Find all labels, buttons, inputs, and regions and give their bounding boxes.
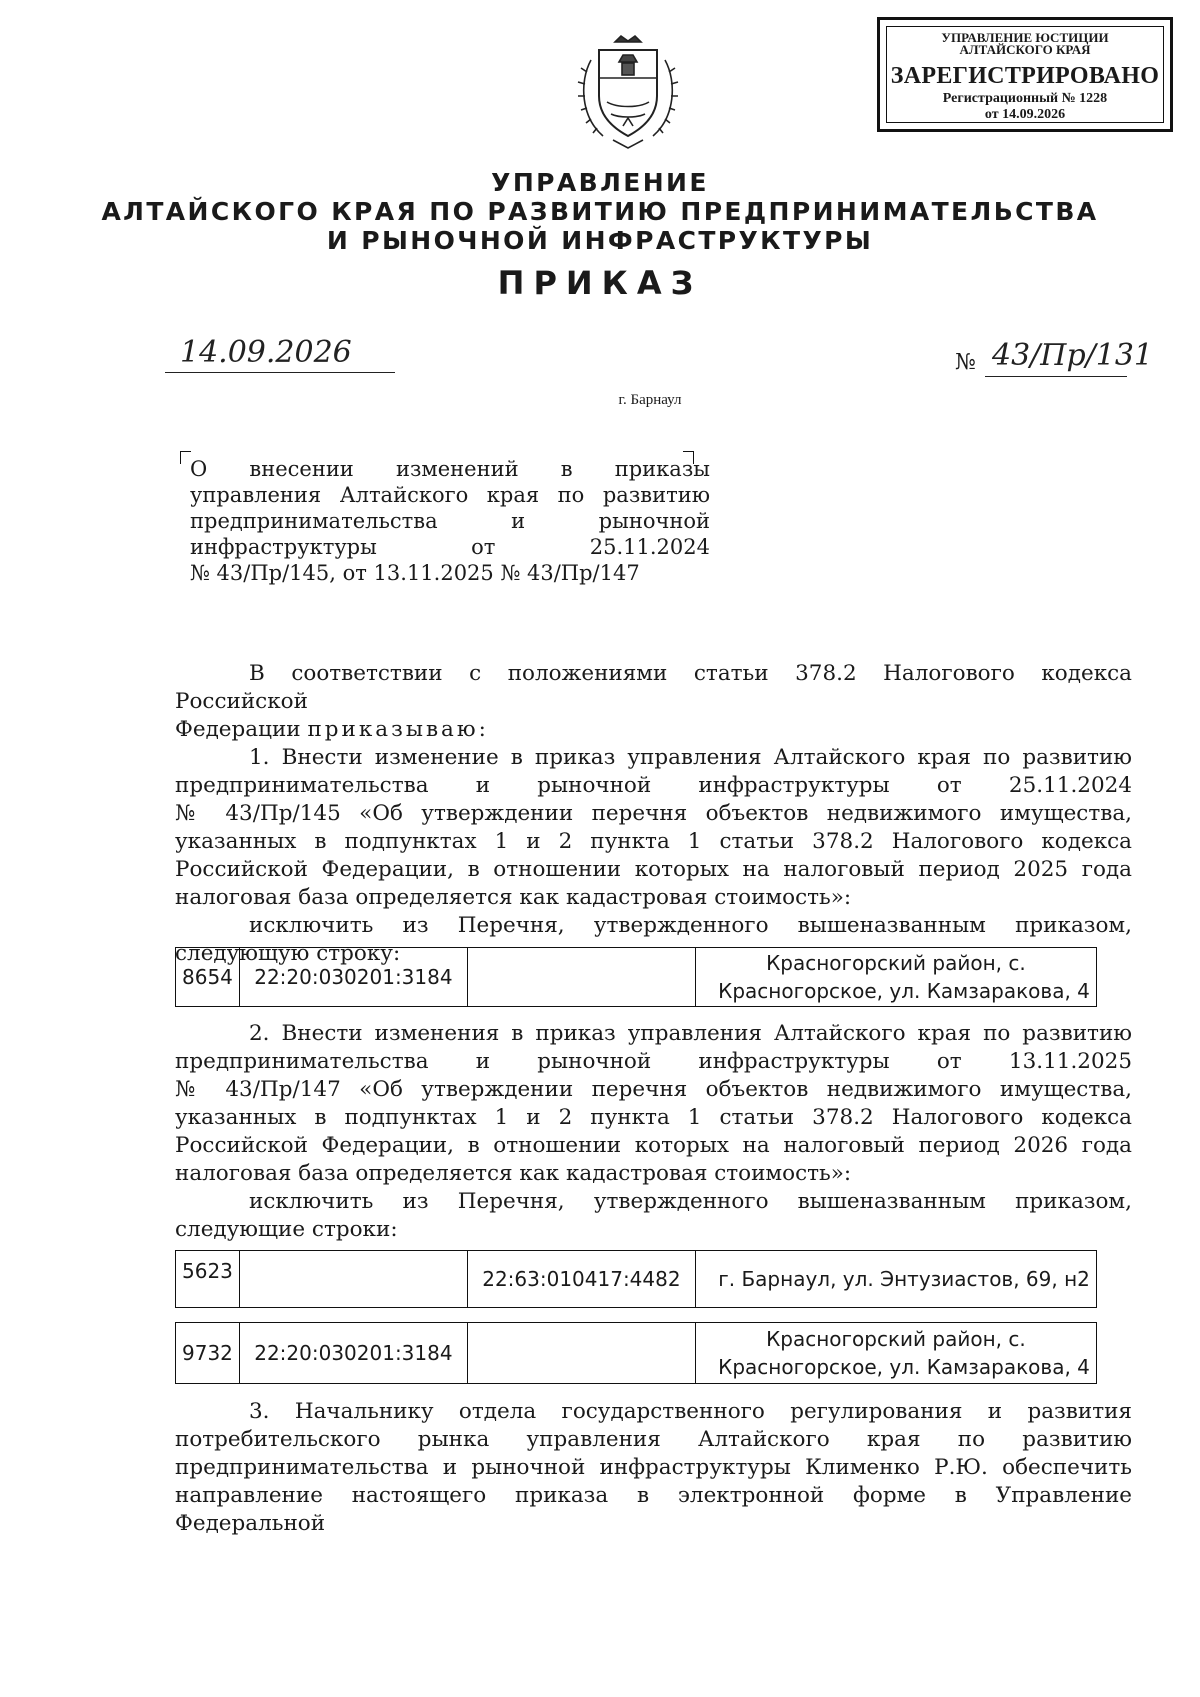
cadastral-number-cell: 22:20:030201:3184 [239, 948, 467, 1007]
address-cell [695, 948, 1096, 1007]
address-line: Красногорский район, с. [766, 951, 1026, 975]
cadastral-number-cell: 22:20:030201:3184 [239, 1323, 467, 1384]
date-underline [165, 372, 395, 373]
item1-line: № 43/Пр/145 «Об утверждении перечня объектов недвижимого имущества, [175, 801, 1132, 826]
row-number-cell: 8654 [176, 948, 240, 1007]
header-line-3: И РЫНОЧНОЙ ИНФРАСТРУКТУРЫ [326, 226, 874, 255]
order-number-handwritten: 43/Пр/131 [992, 338, 1154, 373]
stamp-reg-date: от 14.09.2026 [984, 107, 1066, 122]
row-number-cell: 9732 [176, 1323, 240, 1384]
subject-line: предпринимательства и рыночной [190, 509, 710, 533]
item2-line: № 43/Пр/147 «Об утверждении перечня объектов недвижимого имущества, [175, 1077, 1132, 1102]
order-subject [190, 456, 710, 586]
cadastral-number-cell [239, 1251, 467, 1308]
item2-line: Российской Федерации, в отношении которых на налоговый период 2026 года [175, 1133, 1132, 1158]
stamp-inner-frame [886, 26, 1164, 123]
item2-exclude-line: следующие строки: [175, 1217, 398, 1242]
order-body-part-2 [175, 1020, 1132, 1244]
cadastral-number-cell: 22:63:010417:4482 [467, 1251, 695, 1308]
header-line-2: АЛТАЙСКОГО КРАЯ ПО РАЗВИТИЮ ПРЕДПРИНИМАТЕЛЬСТВА [101, 197, 1099, 226]
row-number-cell: 5623 [176, 1251, 240, 1308]
item1-line: 1. Внести изменение в приказ управления Алтайского края по развитию [249, 745, 1132, 770]
subject-line: № 43/Пр/145, от 13.11.2025 № 43/Пр/147 [190, 561, 640, 585]
item1-line: Российской Федерации, в отношении которых на налоговый период 2025 года [175, 857, 1132, 882]
table-row [176, 948, 1097, 1007]
item1-exclude-line: исключить из Перечня, утвержденного вышеназванным приказом, [249, 913, 1132, 938]
cadastral-number-cell [467, 948, 695, 1007]
table-row [176, 1251, 1097, 1308]
item3-line: предпринимательства и рыночной инфраструктуры Клименко Р.Ю. обеспечить [175, 1455, 1132, 1480]
preamble-colon: : [478, 717, 486, 742]
stamp-line-1: УПРАВЛЕНИЕ ЮСТИЦИИ [941, 30, 1109, 45]
subject-line: О внесении изменений в приказы [190, 457, 710, 481]
item1-excluded-row-table [175, 947, 1097, 1007]
item2-exclude-line: исключить из Перечня, утвержденного вышеназванным приказом, [249, 1189, 1132, 1214]
stamp-line-2: АЛТАЙСКОГО КРАЯ [959, 42, 1091, 57]
address-line: Красногорское, ул. Камзаракова, 4 [718, 979, 1090, 1003]
number-sign: № [955, 350, 976, 375]
preamble-text: Федерации [175, 717, 308, 742]
address-cell [695, 1323, 1096, 1384]
number-underline [985, 376, 1127, 377]
order-date-handwritten: 14.09.2026 [180, 335, 352, 370]
stamp-title: ЗАРЕГИСТРИРОВАНО [890, 63, 1160, 89]
order-body-part-3 [175, 1398, 1132, 1538]
address-line: Красногорский район, с. [766, 1327, 1026, 1351]
subject-line: инфраструктуры от 25.11.2024 [190, 535, 710, 559]
item1-line: указанных в подпунктах 1 и 2 пункта 1 статьи 378.2 Налогового кодекса [175, 829, 1132, 854]
item3-line: направление настоящего приказа в электронной форме в Управление Федеральной [175, 1483, 1132, 1536]
preamble-line [175, 716, 1132, 744]
document-type-title: ПРИКАЗ [497, 264, 703, 302]
header-line-1: УПРАВЛЕНИЕ [491, 168, 709, 197]
address-cell: г. Барнаул, ул. Энтузиастов, 69, н2 [695, 1251, 1096, 1308]
item2-line: предпринимательства и рыночной инфраструктуры от 13.11.2025 [175, 1049, 1132, 1074]
preamble-emphasis: приказываю [307, 717, 479, 742]
item2-excluded-row-table-2 [175, 1322, 1097, 1384]
address-line: Красногорское, ул. Камзаракова, 4 [718, 1355, 1090, 1379]
cadastral-number-cell [467, 1323, 695, 1384]
item1-exclude-line: следующую строку: [175, 941, 401, 966]
coat-of-arms-emblem [573, 32, 683, 152]
item1-line: предпринимательства и рыночной инфраструктуры от 25.11.2024 [175, 773, 1132, 798]
subject-line: управления Алтайского края по развитию [190, 483, 710, 507]
item1-line: налоговая база определяется как кадастровая стоимость»: [175, 885, 852, 910]
item2-excluded-row-table-1 [175, 1250, 1097, 1308]
city-label: г. Барнаул [618, 392, 682, 408]
preamble-line: В соответствии с положениями статьи 378.2 Налогового кодекса Российской [175, 661, 1132, 714]
item2-line: указанных в подпунктах 1 и 2 пункта 1 статьи 378.2 Налогового кодекса [175, 1105, 1132, 1130]
item3-line: потребительского рынка управления Алтайского края по развитию [175, 1427, 1132, 1452]
order-body-part-1 [175, 660, 1132, 968]
item2-line: 2. Внести изменения в приказ управления Алтайского края по развитию [249, 1021, 1132, 1046]
table-row [176, 1323, 1097, 1384]
item2-line: налоговая база определяется как кадастровая стоимость»: [175, 1161, 852, 1186]
stamp-reg-number: Регистрационный № 1228 [942, 91, 1108, 106]
registration-stamp [877, 17, 1173, 132]
item3-line: 3. Начальнику отдела государственного регулирования и развития [249, 1399, 1132, 1424]
